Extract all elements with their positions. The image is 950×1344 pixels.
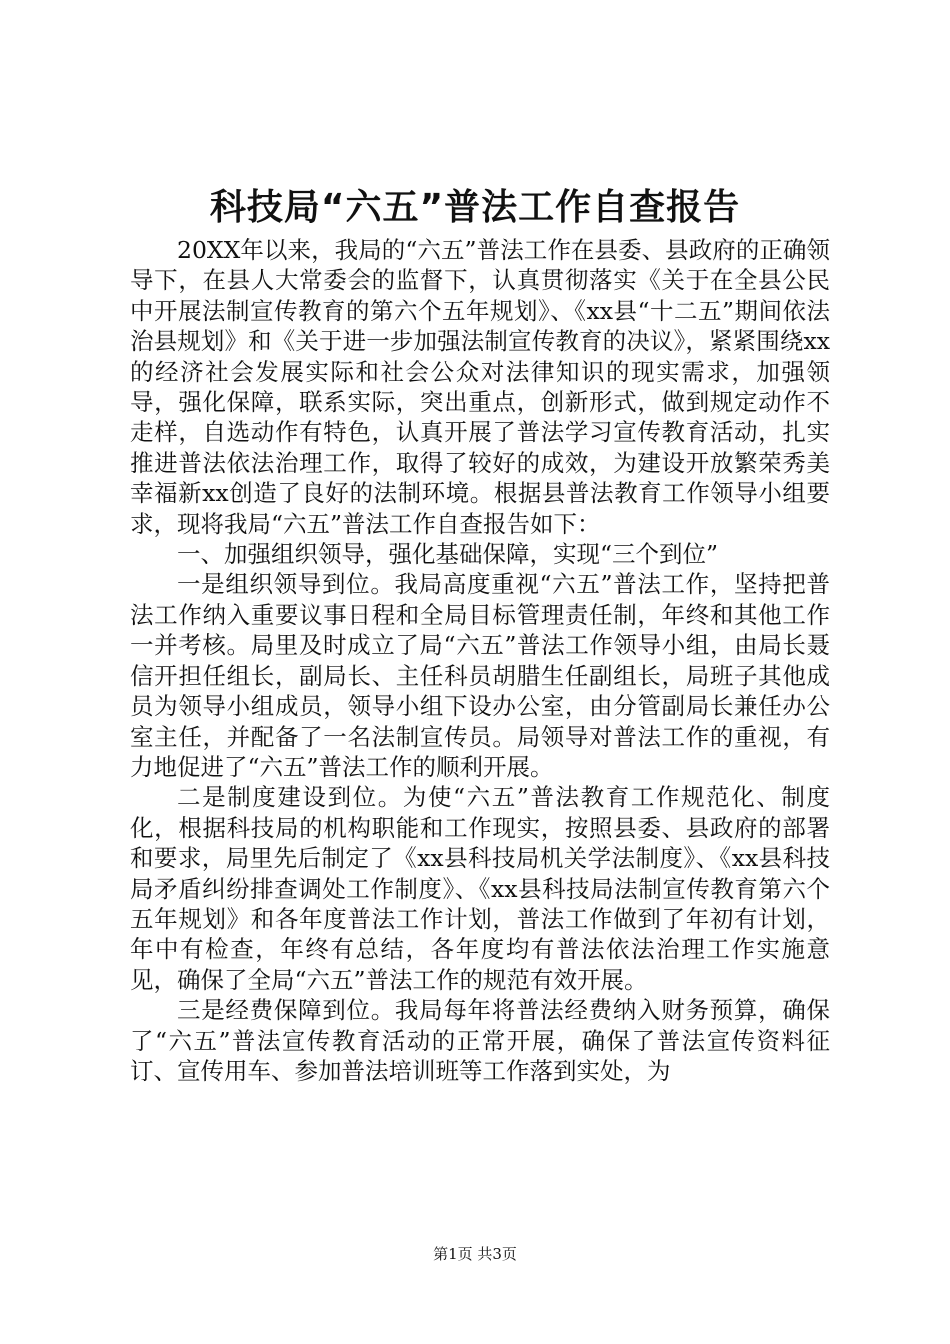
paragraph-intro: 20XX年以来，我局的“六五”普法工作在县委、县政府的正确领导下，在县人大常委会的监督下，认真贯彻落实《关于在全县公民中开展法制宣传教育的第六个五年规划》、《xx县“十二五”期间依法治县规划》和《关于进一步加强法制宣传教育的决议》，紧紧围绕xx的经济社会发展实际和社会公众对法律知识的现实需求，加强领导，强化保障，联系实际，突出重点，创新形式，做到规定动作不走样，自选动作有特色，认真开展了普法学习宣传教育活动，扎实推进普法依法治理工作，取得了较好的成效，为建设开放繁荣秀美幸福新xx创造了良好的法制环境。根据县普法教育工作领导小组要求，现将我局“六五”普法工作自查报告如下： <box>130 236 830 538</box>
paragraph-funding: 三是经费保障到位。我局每年将普法经费纳入财务预算，确保了“六五”普法宣传教育活动的正常开展，确保了普法宣传资料征订、宣传用车、参加普法培训班等工作落到实处，为 <box>130 996 830 1085</box>
paragraph-system: 二是制度建设到位。为使“六五”普法教育工作规范化、制度化，根据科技局的机构职能和工作现实，按照县委、县政府的部署和要求，局里先后制定了《xx县科技局机关学法制度》、《xx县科技局矛盾纠纷排查调处工作制度》、《xx县科技局法制宣传教育第六个五年规划》和各年度普法工作计划，普法工作做到了年初有计划，年中有检查，年终有总结，各年度均有普法依法治理工作实施意见，确保了全局“六五”普法工作的规范有效开展。 <box>130 783 830 994</box>
document-title: 科技局“六五”普法工作自查报告 <box>209 187 741 228</box>
document-body <box>130 235 830 1086</box>
section-heading-1: 一、加强组织领导，强化基础保障，实现“三个到位” <box>177 540 719 569</box>
paragraph-organization: 一是组织领导到位。我局高度重视“六五”普法工作，坚持把普法工作纳入重要议事日程和全局目标管理责任制，年终和其他工作一并考核。局里及时成立了局“六五”普法工作领导小组，由局长聂信开担任组长，副局长、主任科员胡腊生任副组长，局班子其他成员为领导小组成员，领导小组下设办公室，由分管副局长兼任办公室主任，并配备了一名法制宣传员。局领导对普法工作的重视，有力地促进了“六五”普法工作的顺利开展。 <box>130 570 830 781</box>
page-footer: 第1页 共3页 <box>433 1245 517 1263</box>
